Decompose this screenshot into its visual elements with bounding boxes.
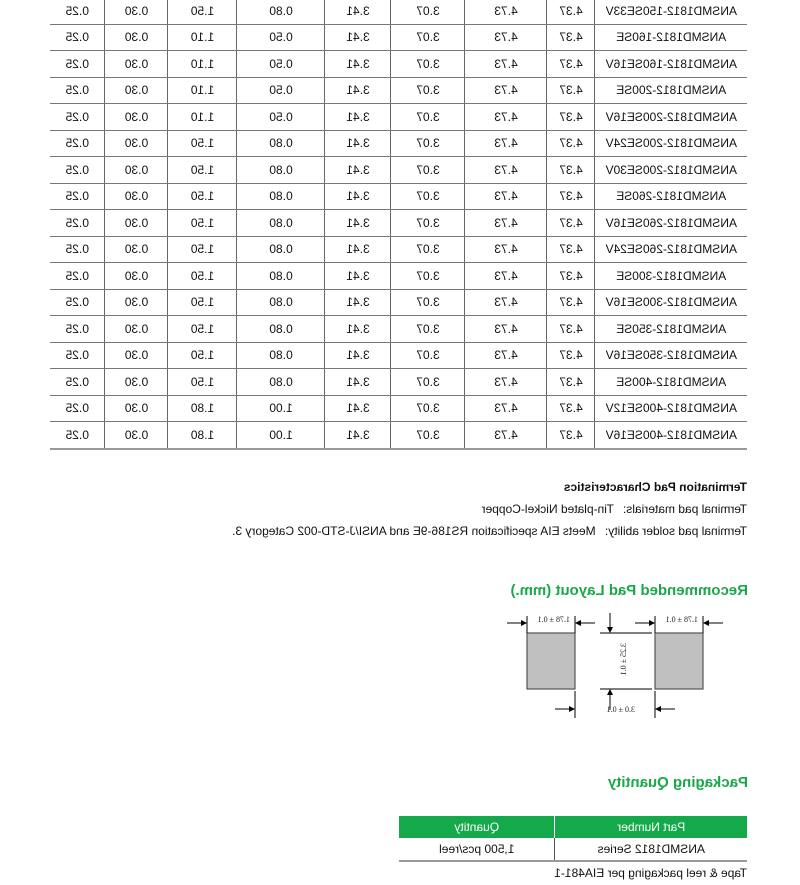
value-cell: 3.41 [325, 157, 391, 184]
value-cell: 0.80 [237, 130, 325, 157]
value-cell: 0.25 [50, 342, 105, 369]
value-cell: 0.25 [50, 183, 105, 210]
pad-left [655, 633, 703, 689]
value-cell: 3.07 [391, 77, 465, 104]
value-cell: 0.30 [105, 236, 168, 263]
value-cell: 4.73 [465, 342, 547, 369]
value-cell: 0.30 [105, 369, 168, 396]
table-row [50, 104, 747, 131]
value-cell: 4.73 [465, 210, 547, 237]
value-cell: 3.41 [325, 210, 391, 237]
value-cell: 0.30 [105, 77, 168, 104]
value-cell: 0.30 [105, 24, 168, 51]
value-cell: 1.10 [168, 24, 237, 51]
value-cell: 0.80 [237, 0, 325, 24]
value-cell: 1.50 [168, 236, 237, 263]
value-cell: 4.37 [547, 77, 595, 104]
part-number-cell: ANSMD1812-150SE33V [595, 0, 747, 24]
value-cell: 0.30 [105, 51, 168, 78]
value-cell: 4.73 [465, 0, 547, 24]
value-cell: 4.37 [547, 236, 595, 263]
value-cell: 3.41 [325, 104, 391, 131]
value-cell: 1.50 [168, 369, 237, 396]
value-cell: 3.07 [391, 183, 465, 210]
value-cell: 4.37 [547, 24, 595, 51]
value-cell: 0.30 [105, 395, 168, 422]
value-cell: 0.50 [237, 24, 325, 51]
value-cell: 0.30 [105, 104, 168, 131]
part-number-cell: ANSMD1812-160SE16V [595, 51, 747, 78]
value-cell: 0.25 [50, 0, 105, 24]
value-cell: 0.80 [237, 263, 325, 290]
value-cell: 3.41 [325, 236, 391, 263]
value-cell: 3.07 [391, 130, 465, 157]
value-cell: 3.07 [391, 422, 465, 449]
solder-line [232, 520, 747, 542]
value-cell: 3.41 [325, 316, 391, 343]
value-cell: 0.30 [105, 157, 168, 184]
value-cell: 4.37 [547, 369, 595, 396]
part-number-cell: ANSMD1812-260SE [595, 183, 747, 210]
value-cell: 3.07 [391, 0, 465, 24]
value-cell: 0.50 [237, 104, 325, 131]
part-number-cell: ANSMD1812-350SE16V [595, 342, 747, 369]
solder-value: Meets EIA specification RS186-9E and ANSI/J-STD-002 Category 3. [232, 524, 596, 538]
value-cell: 4.37 [547, 51, 595, 78]
value-cell: 0.25 [50, 236, 105, 263]
value-cell: 4.73 [465, 236, 547, 263]
value-cell: 0.25 [50, 316, 105, 343]
value-cell: 0.25 [50, 51, 105, 78]
value-cell: 4.37 [547, 316, 595, 343]
packaging-title: Packaging Quantity [607, 774, 748, 791]
value-cell: 0.25 [50, 210, 105, 237]
value-cell: 0.30 [105, 0, 168, 24]
part-number-cell: ANSMD1812-200SE30V [595, 157, 747, 184]
value-cell: 1.10 [168, 104, 237, 131]
value-cell: 0.80 [237, 210, 325, 237]
part-number-cell: ANSMD1812-400SE [595, 369, 747, 396]
value-cell: 4.73 [465, 24, 547, 51]
value-cell: 1.50 [168, 316, 237, 343]
value-cell: 1.50 [168, 130, 237, 157]
value-cell: 4.73 [465, 316, 547, 343]
value-cell: 4.73 [465, 157, 547, 184]
pad-width-label-left: 1.78 ± 0.1 [665, 615, 698, 624]
value-cell: 0.30 [105, 316, 168, 343]
value-cell: 3.07 [391, 342, 465, 369]
value-cell: 1.50 [168, 0, 237, 24]
value-cell: 0.25 [50, 369, 105, 396]
part-number-cell: ANSMD1812-400SE16V [595, 422, 747, 449]
value-cell: 1.80 [168, 422, 237, 449]
value-cell: 0.25 [50, 263, 105, 290]
value-cell: 3.07 [391, 289, 465, 316]
value-cell: 4.73 [465, 289, 547, 316]
value-cell: 3.07 [391, 236, 465, 263]
value-cell: 4.37 [547, 183, 595, 210]
value-cell: 1.10 [168, 51, 237, 78]
pad-height-label: 3.25 ± 0.1 [619, 643, 628, 676]
value-cell: 3.07 [391, 157, 465, 184]
value-cell: 1.50 [168, 157, 237, 184]
value-cell: 0.30 [105, 263, 168, 290]
value-cell: 4.73 [465, 369, 547, 396]
value-cell: 3.41 [325, 0, 391, 24]
part-number-cell: ANSMD1812-200SE24V [595, 130, 747, 157]
value-cell: 3.07 [391, 24, 465, 51]
value-cell: 4.37 [547, 130, 595, 157]
value-cell: 4.73 [465, 51, 547, 78]
materials-label: Terminal pad materials: [622, 502, 747, 516]
part-number-cell: ANSMD1812-300SE [595, 263, 747, 290]
value-cell: 3.07 [391, 316, 465, 343]
value-cell: 0.25 [50, 157, 105, 184]
packaging-part: ANSMD1812 Series [555, 838, 747, 861]
value-cell: 0.30 [105, 130, 168, 157]
table-row [50, 263, 747, 290]
value-cell: 3.41 [325, 422, 391, 449]
materials-value: Tin-plated Nickel-Copper [481, 502, 614, 516]
table-row [50, 51, 747, 78]
value-cell: 4.73 [465, 104, 547, 131]
value-cell: 0.25 [50, 289, 105, 316]
materials-line [232, 498, 747, 520]
table-row [50, 77, 747, 104]
value-cell: 3.41 [325, 395, 391, 422]
value-cell: 4.73 [465, 395, 547, 422]
value-cell: 1.50 [168, 289, 237, 316]
value-cell: 0.25 [50, 422, 105, 449]
value-cell: 1.80 [168, 395, 237, 422]
value-cell: 0.25 [50, 77, 105, 104]
part-number-cell: ANSMD1812-260SE16V [595, 210, 747, 237]
table-row [50, 130, 747, 157]
value-cell: 4.73 [465, 77, 547, 104]
table-row [50, 0, 747, 24]
part-number-cell: ANSMD1812-300SE16V [595, 289, 747, 316]
spec-table [50, 0, 747, 450]
value-cell: 3.07 [391, 395, 465, 422]
value-cell: 3.41 [325, 51, 391, 78]
packaging-header-qty: Quantity [399, 816, 555, 838]
pad-width-label-right: 1.78 ± 0.1 [537, 615, 570, 624]
value-cell: 0.30 [105, 342, 168, 369]
value-cell: 3.41 [325, 369, 391, 396]
value-cell: 0.80 [237, 236, 325, 263]
packaging-note: Tape & reel packaging per EIA481-1 [554, 866, 747, 880]
value-cell: 4.37 [547, 104, 595, 131]
table-row [50, 183, 747, 210]
value-cell: 4.73 [465, 130, 547, 157]
value-cell: 3.41 [325, 263, 391, 290]
value-cell: 4.73 [465, 263, 547, 290]
pad-right [527, 633, 575, 689]
part-number-cell: ANSMD1812-200SE [595, 77, 747, 104]
value-cell: 3.41 [325, 289, 391, 316]
value-cell: 3.41 [325, 342, 391, 369]
value-cell: 0.80 [237, 157, 325, 184]
pad-gap-label: 3.0 ± 0.1 [606, 705, 635, 714]
value-cell: 0.25 [50, 104, 105, 131]
value-cell: 0.80 [237, 369, 325, 396]
value-cell: 0.50 [237, 51, 325, 78]
value-cell: 0.30 [105, 210, 168, 237]
value-cell: 3.41 [325, 24, 391, 51]
value-cell: 4.37 [547, 0, 595, 24]
value-cell: 1.00 [237, 422, 325, 449]
value-cell: 0.25 [50, 395, 105, 422]
value-cell: 1.50 [168, 183, 237, 210]
table-row [50, 395, 747, 422]
value-cell: 4.73 [465, 422, 547, 449]
table-row [50, 369, 747, 396]
pad-layout-title: Recommended Pad Layout (mm.) [510, 582, 748, 599]
value-cell: 0.25 [50, 24, 105, 51]
value-cell: 3.07 [391, 210, 465, 237]
solder-label: Terminal pad solder ability: [604, 524, 747, 538]
value-cell: 4.37 [547, 422, 595, 449]
value-cell: 3.41 [325, 130, 391, 157]
value-cell: 0.50 [237, 77, 325, 104]
value-cell: 3.07 [391, 104, 465, 131]
value-cell: 3.41 [325, 77, 391, 104]
value-cell: 1.50 [168, 263, 237, 290]
packaging-qty: 1,500 pcs/reel [399, 838, 555, 861]
termination-characteristics [232, 476, 747, 542]
part-number-cell: ANSMD1812-400SE12V [595, 395, 747, 422]
value-cell: 1.00 [237, 395, 325, 422]
table-row [50, 157, 747, 184]
pad-layout-diagram [480, 608, 760, 723]
part-number-cell: ANSMD1812-350SE [595, 316, 747, 343]
packaging-table [399, 816, 747, 862]
table-row [50, 316, 747, 343]
value-cell: 0.80 [237, 183, 325, 210]
value-cell: 0.30 [105, 422, 168, 449]
value-cell: 4.37 [547, 395, 595, 422]
table-row [50, 236, 747, 263]
table-row [50, 342, 747, 369]
table-row [50, 210, 747, 237]
value-cell: 3.07 [391, 263, 465, 290]
value-cell: 4.37 [547, 263, 595, 290]
value-cell: 4.37 [547, 342, 595, 369]
value-cell: 1.50 [168, 210, 237, 237]
part-number-cell: ANSMD1812-260SE24V [595, 236, 747, 263]
value-cell: 1.10 [168, 77, 237, 104]
value-cell: 0.30 [105, 289, 168, 316]
value-cell: 1.50 [168, 342, 237, 369]
value-cell: 4.37 [547, 289, 595, 316]
table-row [50, 422, 747, 449]
part-number-cell: ANSMD1812-160SE [595, 24, 747, 51]
table-row [50, 289, 747, 316]
value-cell: 3.41 [325, 183, 391, 210]
value-cell: 4.37 [547, 210, 595, 237]
packaging-header-part: Part Number [555, 816, 747, 838]
value-cell: 0.30 [105, 183, 168, 210]
part-number-cell: ANSMD1812-200SE16V [595, 104, 747, 131]
value-cell: 0.25 [50, 130, 105, 157]
termination-title: Termination Pad Characteristics [563, 480, 747, 494]
value-cell: 0.80 [237, 342, 325, 369]
value-cell: 0.80 [237, 316, 325, 343]
value-cell: 3.07 [391, 369, 465, 396]
value-cell: 4.73 [465, 183, 547, 210]
table-row [50, 24, 747, 51]
table-row [399, 838, 747, 861]
value-cell: 3.07 [391, 51, 465, 78]
value-cell: 0.80 [237, 289, 325, 316]
value-cell: 4.37 [547, 157, 595, 184]
